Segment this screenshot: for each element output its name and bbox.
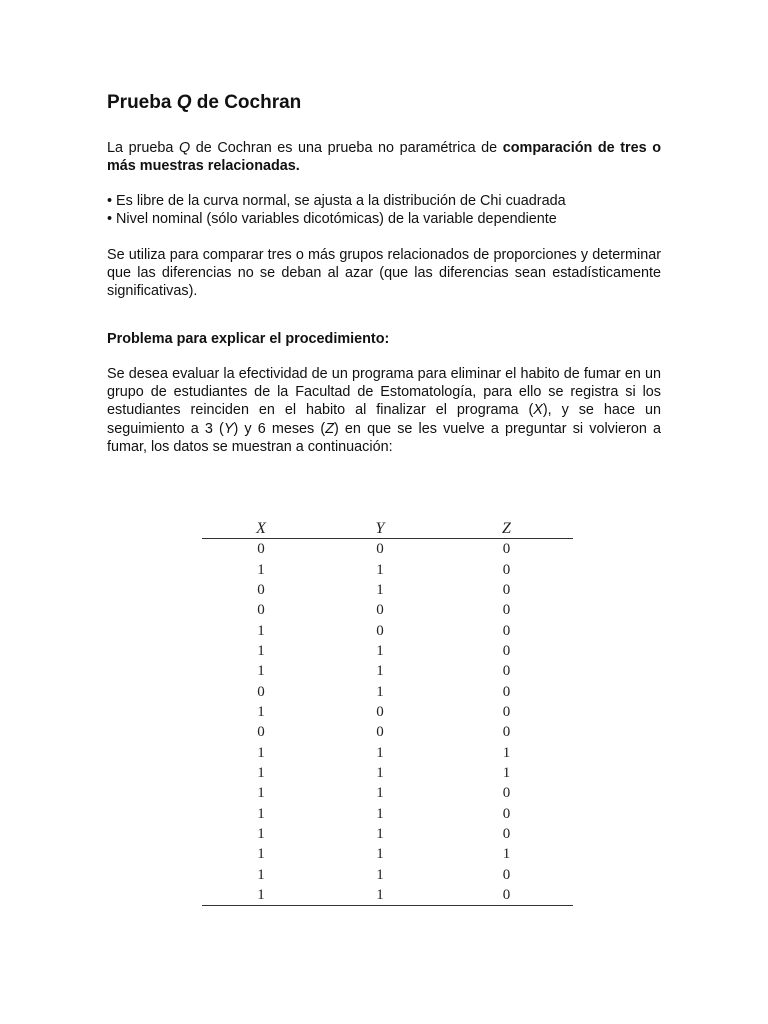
data-table <box>202 516 573 906</box>
problem-heading: Problema para explicar el procedimiento: <box>107 331 390 347</box>
cell-x: 1 <box>257 764 265 781</box>
bullet-item: • Nivel nominal (sólo variables dicotómicas) de la variable dependiente <box>107 211 557 228</box>
cell-z: 0 <box>502 541 511 558</box>
cell-y: 1 <box>376 642 384 659</box>
data-table-container <box>202 516 573 906</box>
cell-z: 0 <box>502 663 511 680</box>
cell-x: 1 <box>257 825 265 842</box>
table-row <box>202 641 573 661</box>
column-header-z: Z <box>440 516 573 539</box>
cell-x: 1 <box>202 885 320 906</box>
cell-z: 0 <box>502 561 511 578</box>
table-row <box>202 824 573 844</box>
cell-x: 0 <box>257 541 265 558</box>
problem-paragraph: Se desea evaluar la efectividad de un programa para eliminar el habito de fumar en un grupo de estudiantes de la Facultad de Estomatología, para ello se registra si los estudiantes reinciden en el habito al finalizar el programa (X), y se hace un seguimiento a 3 (Y) y 6 meses (Z) en que se les vuelve a preguntar si volvieron a fumar, los datos se muestran a continuación: <box>107 366 662 455</box>
bullet-list <box>107 192 661 228</box>
table-row <box>202 722 573 742</box>
column-header-x: X <box>202 516 320 539</box>
cell-y: 0 <box>376 724 384 741</box>
cell-x: 1 <box>257 846 265 863</box>
cell-x: 1 <box>257 703 265 720</box>
cell-y: 1 <box>376 744 384 761</box>
cell-y: 1 <box>320 885 440 906</box>
cell-y: 1 <box>376 825 384 842</box>
table-row <box>202 600 573 620</box>
cell-y: 1 <box>376 846 384 863</box>
cell-y: 1 <box>376 683 384 700</box>
cell-z: 0 <box>502 581 511 598</box>
cell-z: 0 <box>502 724 511 741</box>
cell-y: 1 <box>376 866 384 883</box>
cell-y: 1 <box>376 805 384 822</box>
column-header-y: Y <box>320 516 440 539</box>
table-row <box>202 885 573 906</box>
table-row <box>202 681 573 701</box>
cell-x: 0 <box>257 683 265 700</box>
cell-z: 0 <box>502 622 511 639</box>
table-row <box>202 865 573 885</box>
cell-y: 1 <box>376 663 384 680</box>
cell-x: 1 <box>257 866 265 883</box>
cell-y: 0 <box>376 622 384 639</box>
cell-y: 0 <box>376 703 384 720</box>
cell-x: 0 <box>257 581 265 598</box>
table-row <box>202 783 573 803</box>
table-row <box>202 539 573 560</box>
cell-x: 1 <box>257 805 265 822</box>
cell-z: 0 <box>502 825 511 842</box>
cell-z: 1 <box>502 744 511 761</box>
cell-z: 0 <box>440 885 573 906</box>
table-row <box>202 742 573 762</box>
cell-x: 1 <box>257 642 265 659</box>
cell-y: 0 <box>376 602 384 619</box>
usage-paragraph: Se utiliza para comparar tres o más grupos relacionados de proporciones y determinar que las diferencias no se deban al azar (que las diferencias sean estadísticamente significativas). <box>107 247 661 300</box>
cell-x: 0 <box>257 724 265 741</box>
cell-z: 0 <box>502 602 511 619</box>
table-row <box>202 803 573 823</box>
table-row <box>202 661 573 681</box>
cell-y: 1 <box>376 581 384 598</box>
cell-z: 0 <box>502 703 511 720</box>
cell-y: 1 <box>376 785 384 802</box>
table-row <box>202 763 573 783</box>
intro-paragraph: La prueba Q de Cochran es una prueba no paramétrica de comparación de tres o más muestras relacionadas. <box>107 140 661 175</box>
cell-z: 1 <box>502 764 511 781</box>
table-row <box>202 620 573 640</box>
cell-x: 1 <box>257 744 265 761</box>
cell-x: 1 <box>257 561 265 578</box>
cell-x: 1 <box>257 785 265 802</box>
cell-z: 0 <box>502 642 511 659</box>
cell-y: 1 <box>376 764 384 781</box>
cell-y: 1 <box>376 561 384 578</box>
cell-z: 0 <box>502 805 511 822</box>
table-header-row <box>202 516 573 539</box>
cell-y: 0 <box>376 541 384 558</box>
cell-x: 1 <box>257 622 265 639</box>
table-body <box>202 539 573 906</box>
table-row <box>202 844 573 864</box>
cell-x: 0 <box>257 602 265 619</box>
table-row <box>202 702 573 722</box>
cell-z: 1 <box>502 846 511 863</box>
cell-z: 0 <box>502 785 511 802</box>
cell-z: 0 <box>502 683 511 700</box>
page-title: Prueba Q de Cochran <box>107 92 302 113</box>
cell-z: 0 <box>502 866 511 883</box>
table-row <box>202 559 573 579</box>
table-row <box>202 580 573 600</box>
bullet-item: • Es libre de la curva normal, se ajusta a la distribución de Chi cuadrada <box>107 193 566 209</box>
cell-x: 1 <box>257 663 265 680</box>
